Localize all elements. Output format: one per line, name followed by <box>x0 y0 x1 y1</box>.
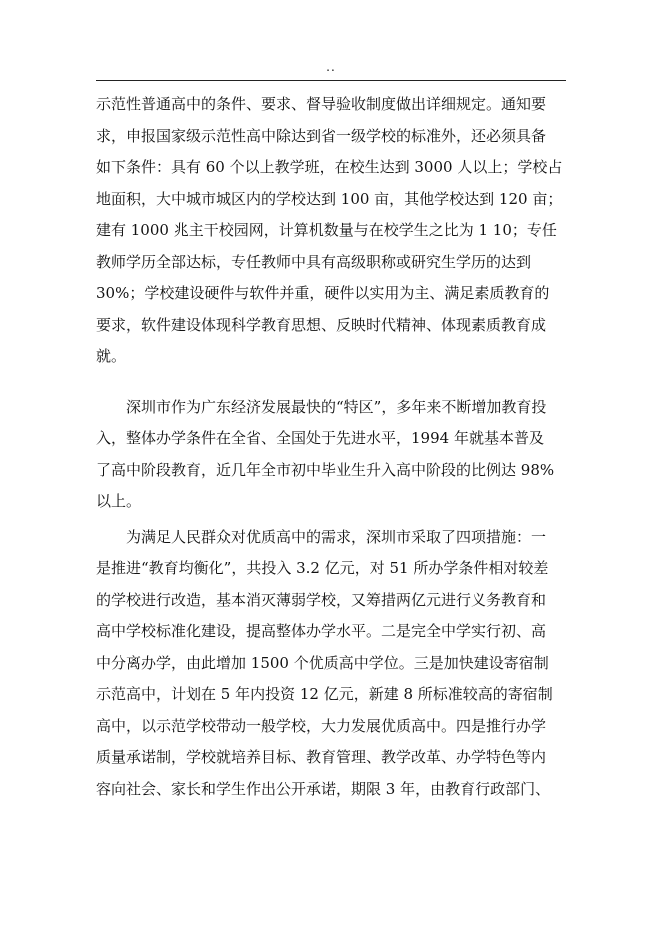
text-line: 就。 <box>96 347 127 365</box>
text-line: 质量承诺制，学校就培养目标、教育管理、教学改革、办学特色等内 <box>96 748 547 766</box>
text-line: 示范性普通高中的条件、要求、督导验收制度做出详细规定。通知要 <box>96 95 547 113</box>
text-line: 入，整体办学条件在全省、全国处于先进水平，1994 年就基本普及 <box>96 429 544 447</box>
paragraph-2 <box>96 392 566 518</box>
document-body <box>96 89 566 805</box>
text-line: 如下条件：具有 60 个以上教学班，在校生达到 3000 人以上；学校占 <box>96 158 563 176</box>
text-line: 要求，软件建设体现科学教育思想、反映时代精神、体现素质教育成 <box>96 315 547 334</box>
header-rule <box>96 80 566 81</box>
text-line: 示范高中，计划在 5 年内投资 12 亿元，新建 8 所标准较高的寄宿制 <box>96 685 553 703</box>
text-line: 为满足人民群众对优质高中的需求，深圳市采取了四项措施：一 <box>96 527 547 546</box>
text-line: 教师学历全部达标，专任教师中具有高级职称或研究生学历的达到 <box>96 252 532 271</box>
text-line: 了高中阶段教育，近几年全市初中毕业生升入高中阶段的比例达 98% <box>96 460 555 479</box>
text-line: 高中学校标准化建设，提高整体办学水平。二是完全中学实行初、高 <box>96 622 547 640</box>
text-line: 的学校进行改造，基本消灭薄弱学校，又筹措两亿元进行义务教育和 <box>96 590 547 609</box>
text-line: 30%；学校建设硬件与软件并重，硬件以实用为主、满足素质教育的 <box>96 284 550 302</box>
paragraph-3 <box>96 522 566 806</box>
text-line: 容向社会、家长和学生作出公开承诺，期限 3 年，由教育行政部门、 <box>96 779 551 798</box>
text-line: 地面积，大中城市城区内的学校达到 100 亩，其他学校达到 120 亩； <box>96 189 563 208</box>
text-line: 建有 1000 兆主干校园网，计算机数量与在校学生之比为 1 10；专任 <box>96 221 557 239</box>
text-line: 求，申报国家级示范性高中除达到省一级学校的标准外，还必须具备 <box>96 126 547 145</box>
paragraph-1 <box>96 89 566 373</box>
page-header-mark: .. <box>326 60 336 74</box>
text-line: 高中，以示范学校带动一般学校，大力发展优质高中。四是推行办学 <box>96 716 547 735</box>
text-line: 以上。 <box>96 492 142 510</box>
paragraph-gap <box>96 373 566 392</box>
text-line: 是推进“教育均衡化”，共投入 3.2 亿元，对 51 所办学条件相对较差 <box>96 559 549 577</box>
text-line: 中分离办学，由此增加 1500 个优质高中学位。三是加快建设寄宿制 <box>96 653 549 672</box>
text-line: 深圳市作为广东经济发展最快的“特区”，多年来不断增加教育投 <box>96 397 547 416</box>
